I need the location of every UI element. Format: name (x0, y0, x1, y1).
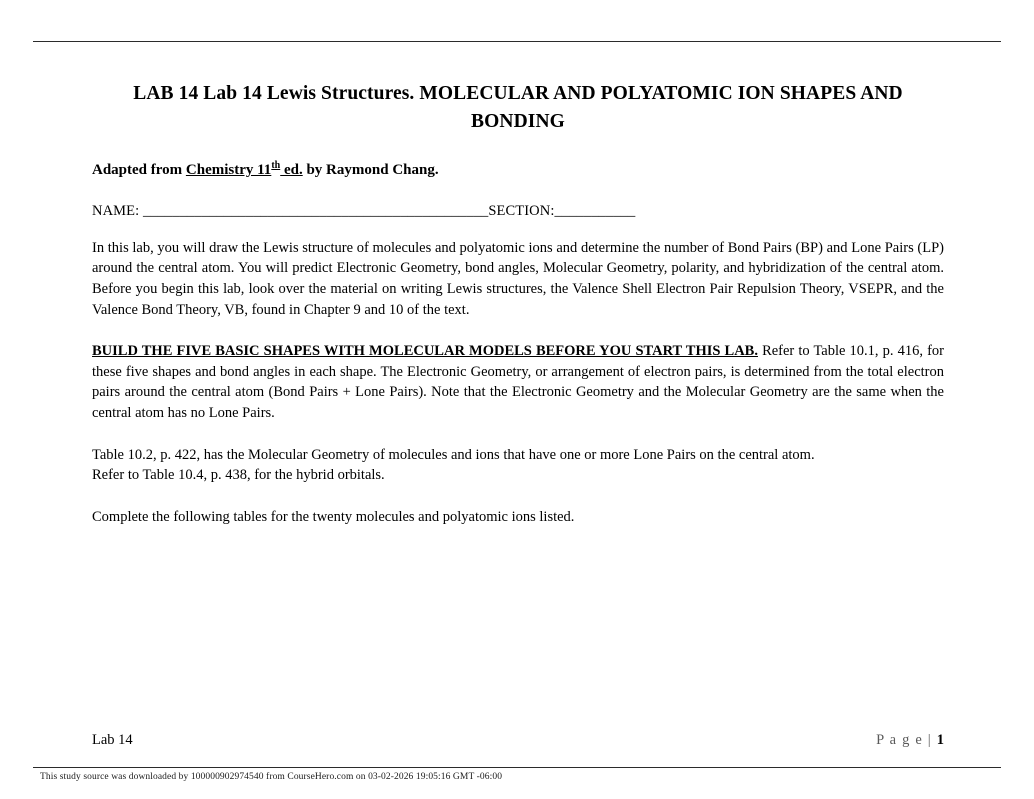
document-content (92, 80, 944, 542)
attribution-prefix: Adapted from (92, 162, 186, 179)
tables-reference-paragraph (92, 445, 944, 486)
complete-tables-paragraph: Complete the following tables for the twenty molecules and polyatomic ions listed. (92, 508, 575, 525)
attribution-source-superscript: th (271, 160, 281, 172)
build-shapes-emphasis: BUILD THE FIVE BASIC SHAPES WITH MOLECULAR MODELS BEFORE YOU START THIS LAB. (92, 343, 758, 360)
download-watermark: This study source was downloaded by 100000902974540 from CourseHero.com on 03-02-2026 19:05:16 GMT -06:00 (40, 772, 503, 782)
tables-reference-line-1: Table 10.2, p. 422, has the Molecular Geometry of molecules and ions that have one or more Lone Pairs on the central atom. (92, 446, 815, 463)
footer-page-label: P a g e | (876, 732, 932, 748)
page-footer (92, 732, 944, 749)
attribution-suffix: by Raymond Chang. (302, 162, 439, 179)
footer-lab-label: Lab 14 (92, 732, 133, 748)
footer-page-indicator (876, 732, 944, 749)
tables-reference-line-2: Refer to Table 10.4, p. 438, for the hybrid orbitals. (92, 467, 385, 484)
attribution-source-edition: ed. (280, 162, 303, 179)
page-title: LAB 14 Lab 14 Lewis Structures. MOLECULAR AND POLYATOMIC ION SHAPES AND BONDING (133, 83, 903, 132)
intro-paragraph: In this lab, you will draw the Lewis structure of molecules and polyatomic ions and determine the number of Bond Pairs (BP) and Lone Pairs (LP) around the central atom. You will predict Electronic Geometry, bond angles, Molecular Geometry, polarity, and hybridization of the central atom. Before you begin this lab, look over the material on writing Lewis structures, the Valence Shell Electron Pair Repulsion Theory, VSEPR, and the Valence Bond Theory, VB, found in Chapter 9 and 10 of the text. (92, 239, 944, 318)
footer-divider (33, 767, 1001, 768)
build-shapes-body: Refer to Table 10.1, p. 416, for these five shapes and bond angles in each shape. The Electronic Geometry, or arrangement of electron pairs, is determined from the total electron pairs around the central atom (Bond Pairs + Lone Pairs). Note that the Electronic Geometry and the Molecular Geometry are the same when the central atom has no Lone Pairs. (92, 343, 944, 421)
name-section-line: NAME: _______________________________________________SECTION:___________ (92, 202, 636, 219)
footer-page-number: 1 (936, 732, 944, 748)
build-shapes-paragraph (92, 341, 944, 423)
attribution-line (92, 161, 944, 181)
header-divider (33, 41, 1001, 42)
attribution-source: Chemistry 11 (185, 162, 272, 179)
